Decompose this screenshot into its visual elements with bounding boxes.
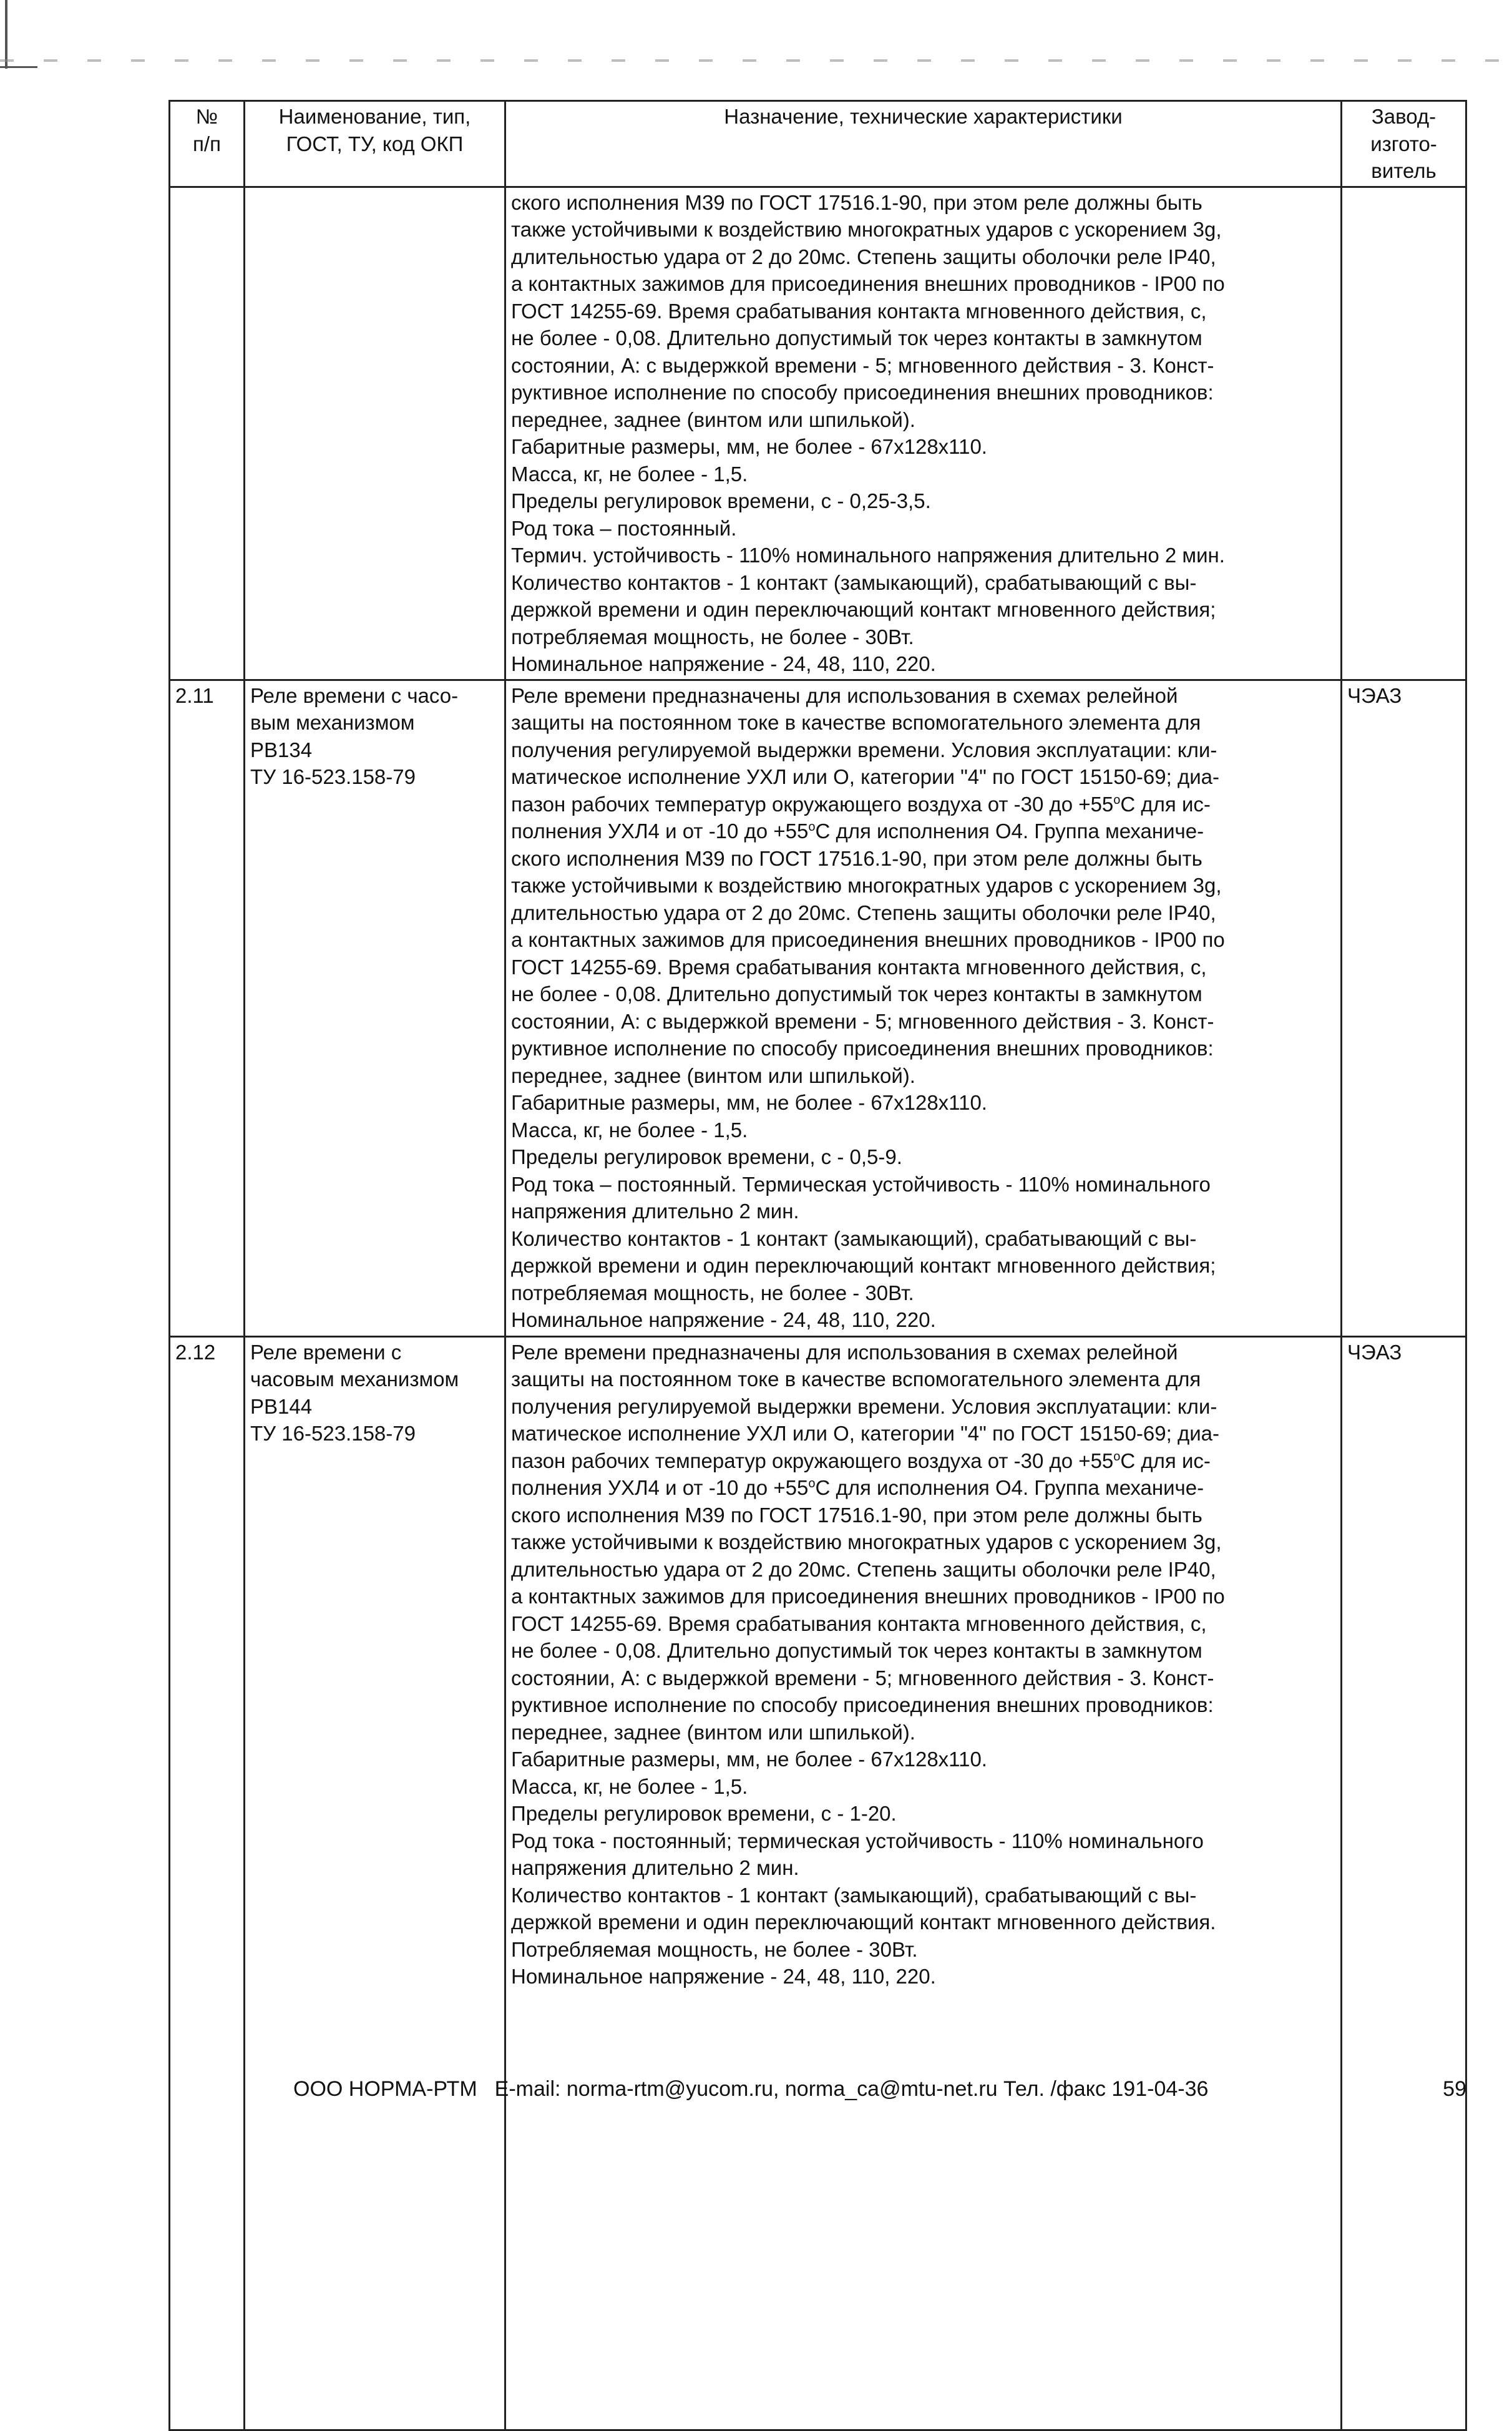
text-line: также устойчивыми к воздействию многократных ударов с ускорением 3g, <box>511 218 1222 241</box>
text-line: руктивное исполнение по способу присоединения внешних проводников: <box>511 1693 1214 1716</box>
text-line: Реле времени с <box>250 1340 402 1364</box>
row-number: 2.11 <box>170 680 245 1336</box>
text-line: Потребляемая мощность, не более - 30Вт. <box>511 1937 918 1961</box>
text-line: переднее, заднее (винтом или шпилькой). <box>511 408 915 431</box>
row-factory: ЧЭАЗ <box>1342 680 1466 1336</box>
page-footer <box>293 2077 1466 2101</box>
table-row <box>170 680 1466 1336</box>
text-line: ГОСТ 14255-69. Время срабатывания контакта мгновенного действия, с, <box>511 955 1207 979</box>
text-line: ТУ 16-523.158-79 <box>250 765 416 788</box>
text-line: переднее, заднее (винтом или шпилькой). <box>511 1720 915 1744</box>
row-number <box>170 187 245 680</box>
text-line: ГОСТ 14255-69. Время срабатывания контакта мгновенного действия, с, <box>511 1612 1207 1635</box>
text-line: длительностью удара от 2 до 20мс. Степень защиты оболочки реле IP40, <box>511 1557 1216 1581</box>
text-line: держкой времени и один переключающий контакт мгновенного действия; <box>511 598 1216 621</box>
text-line: Номинальное напряжение - 24, 48, 110, 220. <box>511 652 936 675</box>
text-line: защиты на постоянном токе в качестве вспомогательного элемента для <box>511 1367 1201 1391</box>
text-line: Термич. устойчивость - 110% номинального напряжения длительно 2 мин. <box>511 544 1225 567</box>
text-line: РВ144 <box>250 1394 313 1418</box>
header-name: Наименование, тип, ГОСТ, ТУ, код ОКП <box>245 101 505 187</box>
scan-edge-mark <box>5 0 7 69</box>
text-line: Количество контактов - 1 контакт (замыкающий), срабатывающий с вы- <box>511 1883 1197 1907</box>
header-factory: Завод- изгото- витель <box>1342 101 1466 187</box>
footer-org: ООО НОРМА-РТМ <box>293 2077 477 2101</box>
table-row <box>170 1336 1466 2430</box>
text-line: Количество контактов - 1 контакт (замыкающий), срабатывающий с вы- <box>511 1226 1197 1250</box>
scan-edge-mark-bottom <box>0 66 37 68</box>
text-line: Род тока – постоянный. Термическая устойчивость - 110% номинального <box>511 1172 1211 1196</box>
text-line: Масса, кг, не более - 1,5. <box>511 1774 748 1798</box>
text-line: ского исполнения М39 по ГОСТ 17516.1-90, при этом реле должны быть <box>511 846 1202 870</box>
text-line: переднее, заднее (винтом или шпилькой). <box>511 1064 915 1087</box>
text-line: потребляемая мощность, не более - 30Вт. <box>511 1281 914 1304</box>
text-line: также устойчивыми к воздействию многократных ударов с ускорением 3g, <box>511 874 1222 897</box>
text-line: Номинальное напряжение - 24, 48, 110, 220. <box>511 1965 936 1988</box>
text-line: Масса, кг, не более - 1,5. <box>511 1118 748 1142</box>
header-number: № п/п <box>170 101 245 187</box>
text-line: ГОСТ 14255-69. Время срабатывания контакта мгновенного действия, с, <box>511 299 1207 323</box>
text-line: а контактных зажимов для присоединения внешних проводников - IP00 по <box>511 1585 1225 1608</box>
text-line: Реле времени предназначены для использования в схемах релейной <box>511 1340 1178 1364</box>
text-line: Количество контактов - 1 контакт (замыкающий), срабатывающий с вы- <box>511 570 1197 594</box>
text-line: держкой времени и один переключающий контакт мгновенного действия. <box>511 1910 1216 1934</box>
text-line: также устойчивыми к воздействию многократных ударов с ускорением 3g, <box>511 1530 1222 1553</box>
text-line: ского исполнения М39 по ГОСТ 17516.1-90, при этом реле должны быть <box>511 190 1202 214</box>
row-number: 2.12 <box>170 1336 245 2430</box>
text-line: напряжения длительно 2 мин. <box>511 1856 799 1879</box>
footer-contacts: E-mail: norma-rtm@yucom.ru, norma_ca@mtu-net.ru Тел. /факс 191-04-36 <box>494 2077 1209 2101</box>
text-line: Габаритные размеры, мм, не более - 67х128х110. <box>511 435 987 458</box>
text-line: Реле времени предназначены для использования в схемах релейной <box>511 683 1178 707</box>
text-line: получения регулируемой выдержки времени. Условия эксплуатации: кли- <box>511 1394 1217 1418</box>
text-line: не более - 0,08. Длительно допустимый ток через контакты в замкнутом <box>511 326 1202 350</box>
row-factory: ЧЭАЗ <box>1342 1336 1466 2430</box>
table-header-row <box>170 101 1466 187</box>
text-line: длительностью удара от 2 до 20мс. Степень защиты оболочки реле IP40, <box>511 245 1216 268</box>
text-line: вым механизмом <box>250 711 415 734</box>
text-line: Масса, кг, не более - 1,5. <box>511 462 748 486</box>
table-row <box>170 187 1466 680</box>
text-line: Номинальное напряжение - 24, 48, 110, 220. <box>511 1308 936 1331</box>
text-line: Реле времени с часо- <box>250 683 459 707</box>
text-line: полнения УХЛ4 и от -10 до $+55^oС$ для исполнения О4. Группа механиче- <box>511 1476 1204 1499</box>
text-line: Пределы регулировок времени, с - 1-20. <box>511 1802 897 1825</box>
row-description <box>505 1336 1342 2430</box>
text-line: пазон рабочих температур окружающего воздуха от -30 до $+55^oС$ для ис- <box>511 792 1211 816</box>
text-line: Пределы регулировок времени, с - 0,5-9. <box>511 1145 902 1168</box>
page-number: 59 <box>1443 2077 1466 2101</box>
text-line: Габаритные размеры, мм, не более - 67х128х110. <box>511 1091 987 1114</box>
row-description <box>505 187 1342 680</box>
text-line: полнения УХЛ4 и от -10 до $+55^oС$ для исполнения О4. Группа механиче- <box>511 819 1204 843</box>
text-line: Род тока – постоянный. <box>511 516 737 540</box>
text-line: получения регулируемой выдержки времени. Условия эксплуатации: кли- <box>511 738 1217 761</box>
text-line: руктивное исполнение по способу присоединения внешних проводников: <box>511 381 1214 404</box>
text-line: матическое исполнение УХЛ или О, категории "4" по ГОСТ 15150-69; диа- <box>511 1422 1219 1445</box>
text-line: состоянии, А: с выдержкой времени - 5; мгновенного действия - 3. Конст- <box>511 1009 1214 1033</box>
text-line: напряжения длительно 2 мин. <box>511 1200 799 1223</box>
text-line: ского исполнения М39 по ГОСТ 17516.1-90, при этом реле должны быть <box>511 1503 1202 1527</box>
text-line: а контактных зажимов для присоединения внешних проводников - IP00 по <box>511 928 1225 951</box>
text-line: РВ134 <box>250 738 313 761</box>
text-line: матическое исполнение УХЛ или О, категории "4" по ГОСТ 15150-69; диа- <box>511 765 1219 788</box>
text-line: длительностью удара от 2 до 20мс. Степень защиты оболочки реле IP40, <box>511 901 1216 924</box>
text-line: ТУ 16-523.158-79 <box>250 1422 416 1445</box>
text-line: защиты на постоянном токе в качестве вспомогательного элемента для <box>511 711 1201 734</box>
row-description <box>505 680 1342 1336</box>
text-line: не более - 0,08. Длительно допустимый ток через контакты в замкнутом <box>511 982 1202 1005</box>
text-line: держкой времени и один переключающий контакт мгновенного действия; <box>511 1254 1216 1277</box>
row-name <box>245 1336 505 2430</box>
text-line: пазон рабочих температур окружающего воздуха от -30 до $+55^oС$ для ис- <box>511 1449 1211 1472</box>
header-purpose: Назначение, технические характеристики <box>505 101 1342 187</box>
text-line: руктивное исполнение по способу присоединения внешних проводников: <box>511 1037 1214 1060</box>
row-name <box>245 680 505 1336</box>
text-line: Габаритные размеры, мм, не более - 67х128х110. <box>511 1748 987 1771</box>
text-line: состоянии, А: с выдержкой времени - 5; мгновенного действия - 3. Конст- <box>511 353 1214 377</box>
scan-dash-line <box>0 59 1512 62</box>
text-line: часовым механизмом <box>250 1367 459 1391</box>
text-line: Род тока - постоянный; термическая устойчивость - 110% номинального <box>511 1829 1204 1852</box>
text-line: а контактных зажимов для присоединения внешних проводников - IP00 по <box>511 272 1225 295</box>
text-line: не более - 0,08. Длительно допустимый ток через контакты в замкнутом <box>511 1639 1202 1662</box>
row-factory <box>1342 187 1466 680</box>
text-line: состоянии, А: с выдержкой времени - 5; мгновенного действия - 3. Конст- <box>511 1666 1214 1690</box>
row-name <box>245 187 505 680</box>
text-line: потребляемая мощность, не более - 30Вт. <box>511 625 914 648</box>
text-line: Пределы регулировок времени, с - 0,25-3,5. <box>511 489 931 512</box>
